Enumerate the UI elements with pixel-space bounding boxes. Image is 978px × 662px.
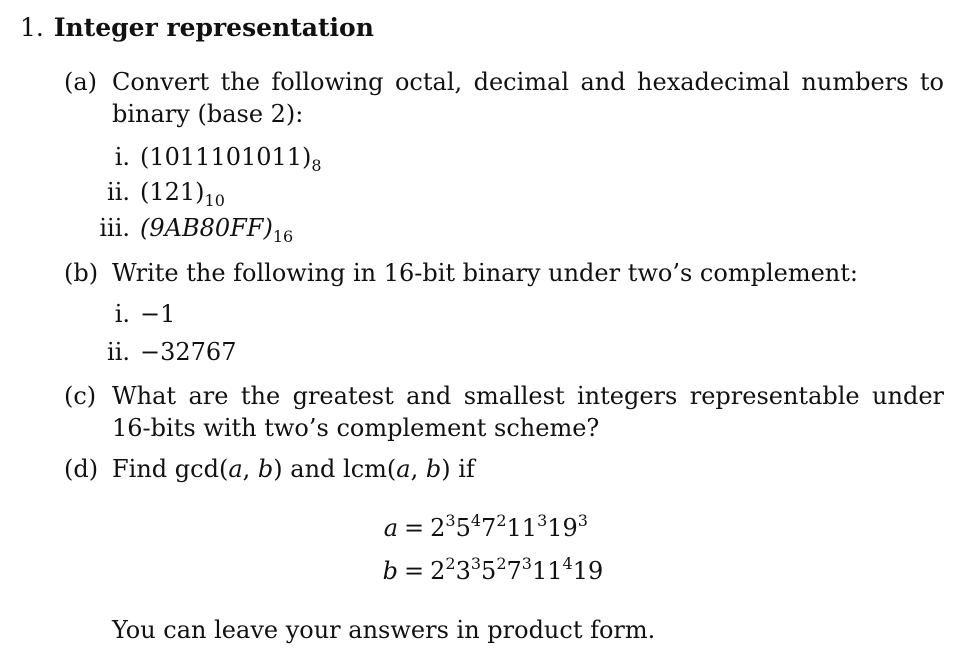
factor-exponent: 2 — [445, 554, 456, 573]
part-d-label: (d) — [64, 455, 99, 483]
factor-exponent: 2 — [496, 554, 507, 573]
factor-exponent: 2 — [496, 511, 507, 530]
part-a — [64, 66, 944, 130]
factor-base: 5 — [481, 557, 497, 585]
item-base: 10 — [204, 191, 225, 210]
text-fragment: ) and lcm( — [273, 455, 397, 483]
part-b — [64, 257, 944, 289]
equation-rhs — [430, 511, 588, 542]
item-value: (1011101011) — [140, 143, 312, 171]
part-d-text — [112, 453, 944, 485]
var-a: a — [228, 455, 243, 483]
factor-base: 7 — [481, 514, 497, 542]
part-c-label: (c) — [64, 382, 97, 410]
factor-base: 11 — [506, 514, 538, 542]
equals-sign: = — [404, 514, 425, 542]
closing-note: You can leave your answers in product form. — [112, 616, 656, 644]
equation-lhs: b — [382, 557, 398, 585]
item-value: (121) — [140, 178, 205, 206]
part-c-text: What are the greatest and smallest integers representable under 16-bits with two’s complement scheme? — [112, 382, 944, 442]
equals-sign: = — [404, 557, 425, 585]
factor-exponent: 3 — [537, 511, 548, 530]
part-a-label: (a) — [64, 68, 98, 96]
item-numeral: i. — [114, 300, 130, 328]
factor-exponent: 4 — [562, 554, 573, 573]
part-b-label: (b) — [64, 259, 99, 287]
factor-exponent: 3 — [577, 511, 588, 530]
factor-exponent: 3 — [445, 511, 456, 530]
equation-a — [356, 512, 588, 544]
text-fragment: , — [410, 455, 426, 483]
text-fragment: , — [242, 455, 258, 483]
item-numeral: ii. — [107, 338, 130, 366]
part-c — [64, 380, 944, 444]
item-base: 8 — [311, 156, 322, 175]
factor-base: 5 — [455, 514, 471, 542]
factor-base: 19 — [547, 514, 578, 542]
part-a-item-1 — [90, 141, 322, 173]
part-b-text: Write the following in 16-bit binary under two’s complement: — [112, 259, 858, 287]
item-value: −1 — [140, 300, 176, 328]
item-numeral: i. — [114, 143, 130, 171]
item-numeral: ii. — [107, 178, 130, 206]
part-d — [64, 453, 944, 485]
factor-exponent: 3 — [521, 554, 532, 573]
var-b: b — [257, 455, 274, 483]
factor-base: 7 — [506, 557, 522, 585]
part-b-item-1 — [90, 298, 175, 330]
section-heading — [20, 12, 374, 44]
var-a: a — [396, 455, 411, 483]
text-fragment: Find gcd( — [112, 455, 229, 483]
item-value: −32767 — [140, 338, 237, 366]
equation-rhs — [430, 554, 604, 585]
equation-b — [356, 555, 603, 587]
section-number: 1. — [20, 13, 44, 42]
factor-exponent: 4 — [470, 511, 482, 530]
factor-base: 3 — [455, 557, 471, 585]
equation-lhs: a — [383, 514, 398, 542]
factor-base: 11 — [531, 557, 563, 585]
item-base: 16 — [272, 227, 294, 246]
part-a-text: Convert the following octal, decimal and hexadecimal numbers to binary (base 2): — [112, 68, 944, 128]
section-title: Integer representation — [53, 13, 374, 42]
item-numeral: iii. — [99, 214, 130, 242]
factor-base: 19 — [572, 557, 604, 585]
factor-base: 2 — [430, 514, 446, 542]
var-b: b — [425, 455, 442, 483]
text-fragment: ) if — [441, 455, 475, 483]
part-b-item-2 — [90, 336, 236, 368]
factor-exponent: 3 — [470, 554, 482, 573]
item-value: (9AB80FF) — [140, 214, 273, 242]
factor-base: 2 — [430, 557, 446, 585]
part-a-item-3 — [90, 212, 293, 244]
part-a-item-2 — [90, 176, 225, 208]
